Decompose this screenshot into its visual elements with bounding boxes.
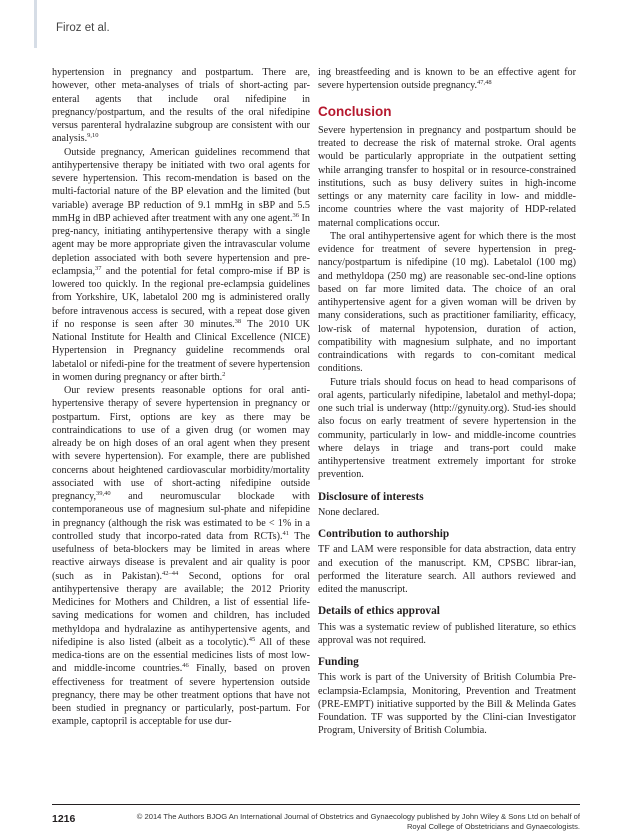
citation: 41 (282, 529, 290, 537)
header-accent-rule (34, 0, 37, 48)
citation: 37 (95, 264, 102, 272)
disclosure-heading: Disclosure of interests (318, 490, 424, 503)
body-paragraph: ing breastfeeding and is known to be an effective agent for severe hypertension outside pregnancy.$^{47,48}$ (318, 67, 576, 92)
body-paragraph: Severe hypertension in pregnancy and postpartum should be treated to decrease the risk of maternal stroke. Oral agents would be particularly appropriate in the outpatient setting while arranging transfer to hospital or in resource-constrained institutions, such as busy delivery suites in high-income settings or any maternity care facility in low- and middle-income countries where the vast majority of HDP-related maternal complications occur. (318, 124, 576, 229)
citation: 47,48 (477, 79, 492, 87)
left-column (52, 66, 310, 729)
funding-text: This work is part of the University of British Columbia Pre-eclampsia-Eclampsia, Monitoring, Prevention and Treatment (PRE-EMPT) initiative supported by the Bill & Melinda Gates Foundation. TF was supported by the Clini-cian Investigator Program, University of British Columbia. (318, 672, 576, 737)
citation: 2 (222, 370, 226, 378)
conclusion-heading: Conclusion (318, 103, 392, 119)
disclosure-text: None declared. (318, 506, 380, 518)
footer-rule (52, 804, 580, 805)
page-number: 1216 (52, 813, 76, 825)
body-paragraph: Our review presents reasonable options for oral anti-hypertensive therapy of severe hypertension in pregnancy or postpartum. First, options are key as there may be contraindications to use of a given drug (or women may already be on high doses of an oral agent when they present with severe hypertension). For example, there are published concerns about heightened cardiovascular morbidity/mortality associated with use of short-acting nifedipine outside pregnancy,$^{39,40}$ and neuromuscular blockade with contemporaneous use of magnesium sul-phate and nifepidine in pregnancy (although the risk was estimated to be < 1% in a controlled study that incorpo-rated data from RCTs).$^{41}$ The usefulness of beta-blockers may be limited in areas where reactive airways disease is prevalent and air quality is poor (such as in Pakistan).$^{42-44}$ Second, options for oral antihypertensive therapy are available; the 2012 Priority Medicines for Mothers and Children, a list of essential life-saving medications for women and children, has included methyldopa and hydralazine as antihypertensive agents, and nifedipine is also listed (albeit as a tocolytic).$^{45}$ All of these medica-tions are on the essential medicines lists of most low- and middle-income countries.$^{46}$ Finally, based on proven effectiveness for treatment of severe hypertension outside pregnancy, there may be other treatment options that have not been studied in pregnancy or particularly, post-partum. For example, captopril is acceptable for use dur- (52, 385, 311, 728)
citation: 46 (182, 662, 189, 670)
copyright-line: Royal College of Obstetricians and Gynaecologists. (406, 822, 580, 831)
running-head-authors: Firoz et al. (56, 22, 110, 34)
right-column (318, 66, 576, 738)
citation: 38 (234, 317, 242, 325)
body-paragraph: The oral antihypertensive agent for which there is the most evidence for treatment of severe hypertension in preg-nancy/postpartum is nifedipine (10 mg). Labetalol (100 mg) and methyldopa (250 mg) are reasonable sec-ond-line options based on far more limited data. The choice of an oral antihypertensive agent for a given woman will be driven by many considerations, such as practitioner familiarity, efficacy, low-risk of maternal hypotension, duration of action, compatibility with magnesium sulphate, and no important contraindications with regards to con-comitant medical conditions. (318, 230, 576, 375)
body-paragraph: Outside pregnancy, American guidelines recommend that antihypertensive therapy be initiated with two oral agents for severe hypertension. This recom-mendation is based on the multi-factorial nature of the BP elevation and the limited (but variable) average BP reduction of 9.1 mmHg in sBP and 5.5 mmHg in dBP achieved after treatment with any one agent.$^{36}$ In preg-nancy, initiating antihypertensive therapy with a single agent may be more appropriate given the intravascular volume depletion associated with both severe hypertension and pre-eclampsia,$^{37}$ and the potential for fetal compro-mise if BP is lowered too quickly. In the regional pre-eclampsia guidelines from Yorkshire, UK, labetalol 200 mg is administered orally before intravenous access is secured, with a repeat dose given if no response is seen after 30 minutes.$^{38}$ The 2010 UK National Institute for Health and Clinical Excellence (NICE) Hypertension in Pregnancy guideline recommends oral labetalol or nifedi-pine for the treatment of severe hypertension in women during pregnancy or after birth.$^2$ (52, 146, 310, 383)
citation: 39,40 (96, 490, 111, 497)
citation: 45 (248, 635, 256, 643)
ethics-text: This was a systematic review of published literature, so ethics approval was not required. (318, 621, 576, 646)
ethics-heading: Details of ethics approval (318, 605, 440, 618)
copyright-line: © 2014 The Authors BJOG An International Journal of Obstetrics and Gynaecology published by John Wiley & Sons Ltd on behalf of (136, 812, 580, 821)
funding-heading: Funding (318, 656, 359, 668)
citation: 36 (292, 211, 299, 219)
citation: 42–44 (162, 569, 179, 577)
contribution-heading: Contribution to authorship (318, 528, 450, 540)
running-header (34, 0, 604, 48)
copyright-notice (110, 812, 580, 832)
body-paragraph: Future trials should focus on head to head comparisons of oral agents, particularly nifedipine, labetalol and methyl-dopa; one such trial is underway (http://gynuity.org). Stud-ies should also focus on early treatment of severe hypertension in the community, particularly in low- and middle-income countries where delays in triage and trans-port could make antihypertensive treatment extremely important for stroke prevention. (318, 376, 576, 481)
citation: 9,10 (87, 132, 99, 140)
page-footer (52, 804, 580, 834)
contribution-text: TF and LAM were responsible for data abstraction, data entry and execution of the manuscript. KM, CPSBC librar-ian, performed the literature search. All authors reviewed and edited the manuscript. (318, 544, 576, 595)
body-paragraph: hypertension in pregnancy and postpartum. There are, however, other meta-analyses of trials of short-acting par-enteral agents that include oral nifedipine in pregnancy/postpartum, and the results of the oral nifedipine versus parenteral hydralazine subgroup are consistent with our analysis.$^{9,10}$ (52, 67, 310, 145)
